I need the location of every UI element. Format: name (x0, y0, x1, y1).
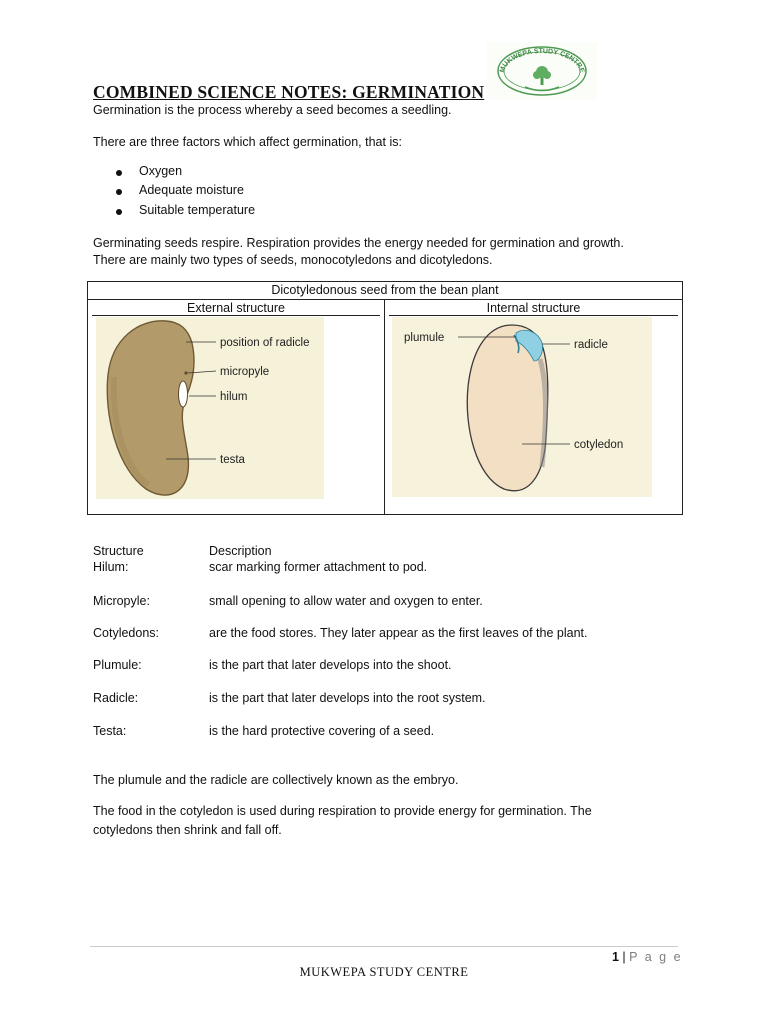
label-radicle: radicle (574, 339, 608, 351)
label-testa: testa (220, 454, 245, 466)
label-plumule: plumule (404, 332, 445, 344)
bullet-icon (116, 170, 122, 176)
page-number: 1 | P a g e (612, 950, 683, 964)
bullet-icon (116, 189, 122, 195)
food-text-line2: cotyledons then shrink and fall off. (93, 823, 282, 837)
footer-centre-name: MUKWEPA STUDY CENTRE (299, 965, 469, 979)
micropyle-dot (184, 371, 187, 374)
seed-figure-table (87, 281, 683, 515)
embryo-text: The plumule and the radicle are collectively known as the embryo. (93, 773, 459, 787)
respiration-text-line2: There are mainly two types of seeds, monocotyledons and dicotyledons. (93, 253, 493, 267)
external-seed-diagram (96, 317, 324, 499)
label-hilum: hilum (220, 391, 248, 403)
column-header-structure: Structure (93, 544, 144, 558)
hilum-scar (179, 381, 188, 407)
internal-seed-diagram (392, 317, 652, 497)
definition-text: Germination is the process whereby a seed becomes a seedling. (93, 103, 452, 117)
logo-text: MUKWEPA STUDY CENTRE (498, 47, 586, 74)
column-header-description: Description (209, 544, 272, 558)
school-logo (487, 42, 597, 100)
label-micropyle: micropyle (220, 366, 270, 378)
food-text-line1: The food in the cotyledon is used during respiration to provide energy for germination. The (93, 804, 592, 818)
factors-intro: There are three factors which affect germination, that is: (93, 135, 402, 149)
external-structure-heading: External structure (187, 301, 285, 315)
internal-structure-heading: Internal structure (486, 301, 581, 315)
figure-table-title: Dicotyledonous seed from the bean plant (88, 282, 682, 300)
label-cotyledon: cotyledon (574, 439, 624, 451)
page-title: COMBINED SCIENCE NOTES: GERMINATION (93, 82, 485, 102)
respiration-text-line1: Germinating seeds respire. Respiration provides the energy needed for germination and growth. (93, 236, 624, 250)
label-radicle-position: position of radicle (220, 337, 310, 349)
bullet-icon (116, 209, 122, 215)
footer-divider (90, 946, 678, 947)
